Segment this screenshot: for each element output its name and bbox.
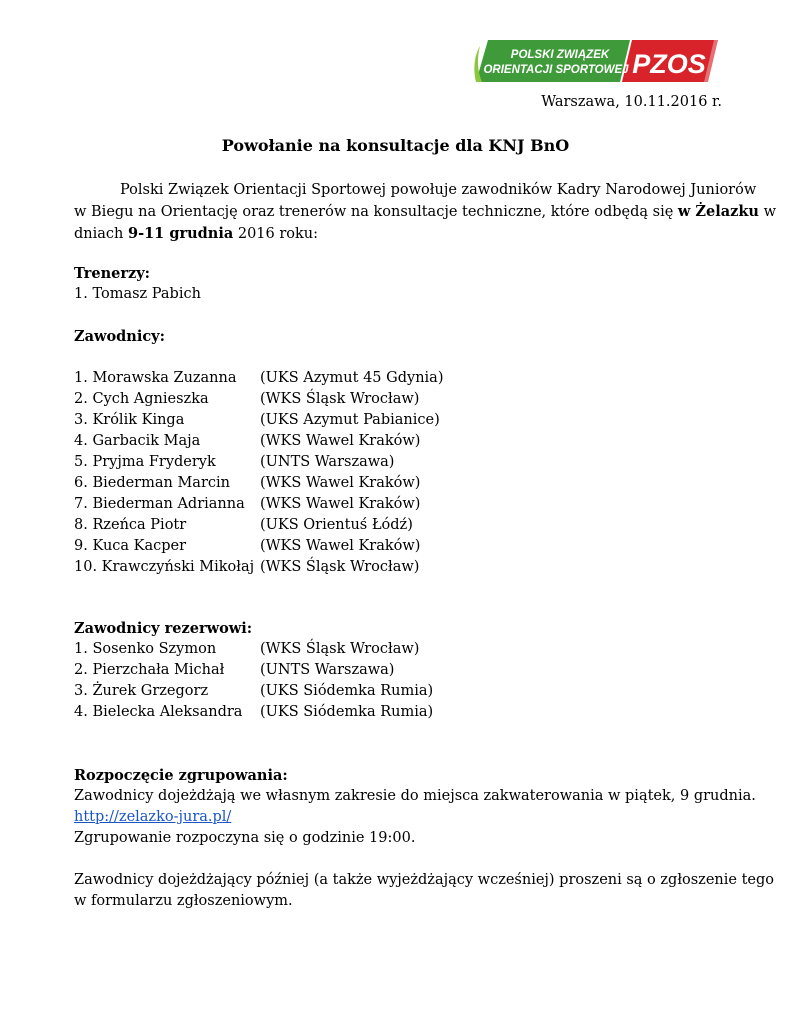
document-date: Warszawa, 10.11.2016 r. <box>541 94 722 110</box>
list-item <box>74 473 734 494</box>
person-name: 4. Garbacik Maja <box>74 433 201 449</box>
start-line-1: Zawodnicy dojeżdżają we własnym zakresie do miejsca zakwaterowania w piątek, 9 grudnia. <box>74 788 756 804</box>
intro-line-1: Polski Związek Orientacji Sportowej powołuje zawodników Kadry Narodowej Juniorów <box>120 182 757 198</box>
club-name: (UKS Azymut Pabianice) <box>260 412 440 428</box>
location-bold: w Żelazku <box>677 203 759 220</box>
club-name: (WKS Śląsk Wrocław) <box>260 641 420 657</box>
list-item <box>74 410 734 431</box>
reserves-heading: Zawodnicy rezerwowi: <box>74 620 253 637</box>
person-name: 2. Pierzchała Michał <box>74 662 225 678</box>
note-section <box>74 870 774 912</box>
list-item <box>74 515 734 536</box>
document-title: Powołanie na konsultacje dla KNJ BnO <box>221 136 570 155</box>
club-name: (UKS Siódemka Rumia) <box>260 683 434 699</box>
club-name: (WKS Wawel Kraków) <box>260 496 421 512</box>
logo-line1: POLSKI ZWIĄZEK <box>510 49 610 61</box>
club-name: (UKS Azymut 45 Gdynia) <box>260 370 444 386</box>
trainer-item: 1. Tomasz Pabich <box>74 286 201 302</box>
list-item <box>74 431 734 452</box>
club-name: (UKS Siódemka Rumia) <box>260 704 434 720</box>
trainers-heading: Trenerzy: <box>74 265 151 282</box>
club-name: (WKS Wawel Kraków) <box>260 538 421 554</box>
logo-line2: ORIENTACJI SPORTOWEJ <box>483 64 629 76</box>
list-item <box>74 702 734 723</box>
club-name: (UKS Orientuś Łódź) <box>260 517 413 533</box>
club-name: (WKS Wawel Kraków) <box>260 475 421 491</box>
club-name: (WKS Wawel Kraków) <box>260 433 421 449</box>
start-section <box>74 765 756 849</box>
intro-line-2: w Biegu na Orientację oraz trenerów na konsultacje techniczne, które odbędą się w Żelazku w <box>74 203 777 220</box>
intro-paragraph <box>74 180 777 245</box>
person-name: 3. Żurek Grzegorz <box>74 683 209 699</box>
start-heading: Rozpoczęcie zgrupowania: <box>74 767 288 784</box>
person-name: 9. Kuca Kacper <box>74 538 187 554</box>
list-item <box>74 639 734 660</box>
reserves-section <box>74 618 734 723</box>
event-link[interactable]: http://zelazko-jura.pl/ <box>74 809 232 825</box>
start-line-2: Zgrupowanie rozpoczyna się o godzinie 19:00. <box>74 830 416 846</box>
list-item <box>74 368 734 389</box>
club-name: (UNTS Warszawa) <box>260 662 395 678</box>
reserves-list <box>74 639 734 723</box>
pzos-logo <box>474 36 720 86</box>
athletes-list <box>74 368 734 578</box>
person-name: 6. Biederman Marcin <box>74 475 230 491</box>
note-line-1: Zawodnicy dojeżdżający później (a także wyjeżdżający wcześniej) proszeni są o zgłoszenie tego <box>74 872 774 888</box>
person-name: 8. Rzeńca Piotr <box>74 517 187 533</box>
person-name: 5. Pryjma Fryderyk <box>74 454 216 470</box>
person-name: 3. Królik Kinga <box>74 412 185 428</box>
person-name: 2. Cych Agnieszka <box>74 391 209 407</box>
dates-bold: 9-11 grudnia <box>127 225 234 242</box>
person-name: 4. Bielecka Aleksandra <box>74 704 243 720</box>
list-item <box>74 494 734 515</box>
list-item <box>74 536 734 557</box>
club-name: (WKS Śląsk Wrocław) <box>260 559 420 575</box>
list-item <box>74 452 734 473</box>
person-name: 1. Sosenko Szymon <box>74 641 217 657</box>
person-name: 7. Biederman Adrianna <box>74 496 245 512</box>
logo-abbr: PZOS <box>632 49 706 79</box>
person-name: 1. Morawska Zuzanna <box>74 370 237 386</box>
list-item <box>74 389 734 410</box>
person-name: 10. Krawczyński Mikołaj <box>74 559 255 575</box>
list-item <box>74 681 734 702</box>
club-name: (WKS Śląsk Wrocław) <box>260 391 420 407</box>
note-line-2: w formularzu zgłoszeniowym. <box>74 893 293 909</box>
intro-line-3: dniach 9-11 grudnia 2016 roku: <box>74 225 319 242</box>
list-item <box>74 557 734 578</box>
list-item <box>74 660 734 681</box>
club-name: (UNTS Warszawa) <box>260 454 395 470</box>
athletes-heading: Zawodnicy: <box>74 328 165 345</box>
trainers-section <box>74 263 734 305</box>
